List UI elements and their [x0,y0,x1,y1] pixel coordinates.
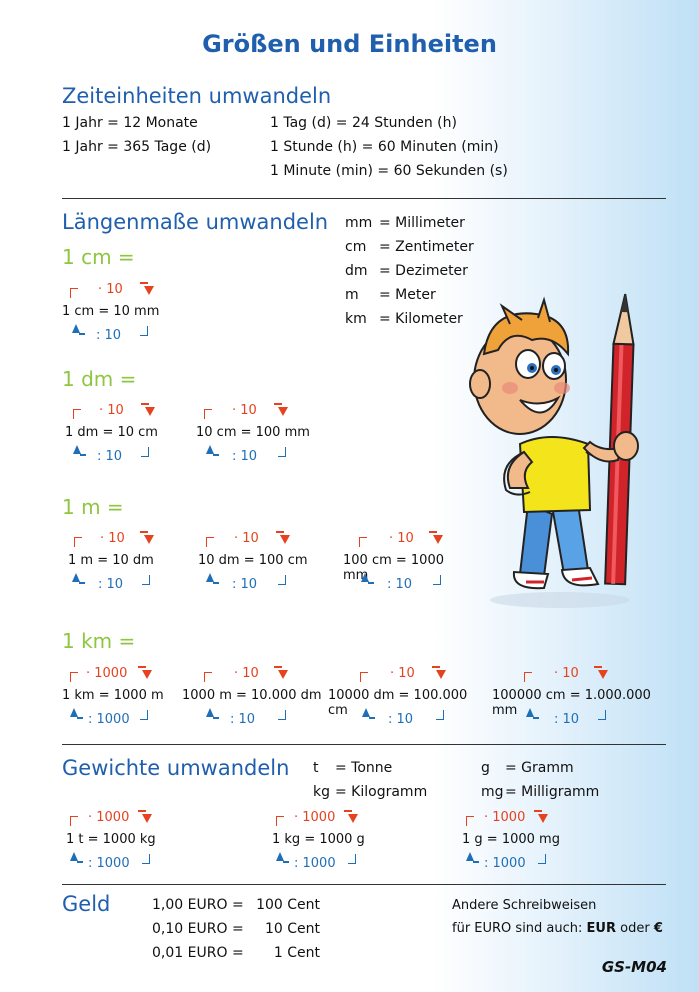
group-label-dm: 1 dm = [62,367,137,391]
money-note-line-1: Andere Schreibweisen [452,898,597,913]
weight-abbr-kg: kg = Kilogramm [313,784,428,800]
money-line-1: 1,00 EURO = 100 Cent [152,897,320,913]
divider [62,198,666,199]
time-left-1: 1 Jahr = 12 Monate [62,115,198,131]
divider [62,884,666,885]
conversion-g-mg: · 1000 1 g = 1000 mg : 1000 [462,810,560,871]
conversion-cm-mm-3: · 10 100 cm = 1000 mm : 10 [343,531,444,592]
conversion-kg-g: · 1000 1 kg = 1000 g : 1000 [272,810,365,871]
conversion-cm-mm-4: · 10 100000 cm = 1.000.000 mm : 10 [492,666,651,727]
group-label-cm: 1 cm = [62,245,135,269]
worksheet-code: GS-M04 [601,958,667,976]
conversion-dm-cm-2: · 10 10 dm = 100 cm : 10 [198,531,308,592]
weight-abbr-g: g = Gramm [481,760,574,776]
length-heading: Längenmaße umwandeln [62,210,329,234]
conversion-dm-cm: · 10 1 dm = 10 cm : 10 [65,403,158,464]
group-label-km: 1 km = [62,629,136,653]
conversion-dm-cm-3: · 10 10000 dm = 100.000 cm : 10 [328,666,468,727]
time-left-2: 1 Jahr = 365 Tage (d) [62,139,212,155]
time-right-2: 1 Stunde (h) = 60 Minuten (min) [270,139,499,155]
length-abbr-cm: cm = Zentimeter [345,239,474,255]
length-abbr-km: km = Kilometer [345,311,463,327]
time-right-1: 1 Tag (d) = 24 Stunden (h) [270,115,457,131]
conversion-m-dm: · 10 1 m = 10 dm : 10 [68,531,154,592]
length-abbr-m: m = Meter [345,287,436,303]
conversion-m-dm-2: · 10 1000 m = 10.000 dm : 10 [182,666,322,727]
time-heading: Zeiteinheiten umwandeln [62,84,332,108]
conversion-t-kg: · 1000 1 t = 1000 kg : 1000 [66,810,156,871]
conversion-cm-mm: · 10 1 cm = 10 mm : 10 [62,282,160,343]
conversion-km-m: · 1000 1 km = 1000 m : 1000 [62,666,164,727]
length-abbr-mm: mm = Millimeter [345,215,465,231]
money-note-line-2: für EURO sind auch: EUR oder € [452,921,663,936]
weight-abbr-t: t = Tonne [313,760,393,776]
group-label-m: 1 m = [62,495,124,519]
page-title: Größen und Einheiten [202,30,497,58]
divider [62,744,666,745]
length-abbr-dm: dm = Dezimeter [345,263,468,279]
conversion-cm-mm-2: · 10 10 cm = 100 mm : 10 [196,403,310,464]
money-line-2: 0,10 EURO = 10 Cent [152,921,320,937]
money-line-3: 0,01 EURO = 1 Cent [152,945,320,961]
weight-abbr-mg: mg= Milligramm [481,784,600,800]
time-right-3: 1 Minute (min) = 60 Sekunden (s) [270,163,508,179]
money-heading: Geld [62,892,111,916]
cartoon-boy-with-pencil-illustration [440,284,650,614]
weight-heading: Gewichte umwandeln [62,756,290,780]
